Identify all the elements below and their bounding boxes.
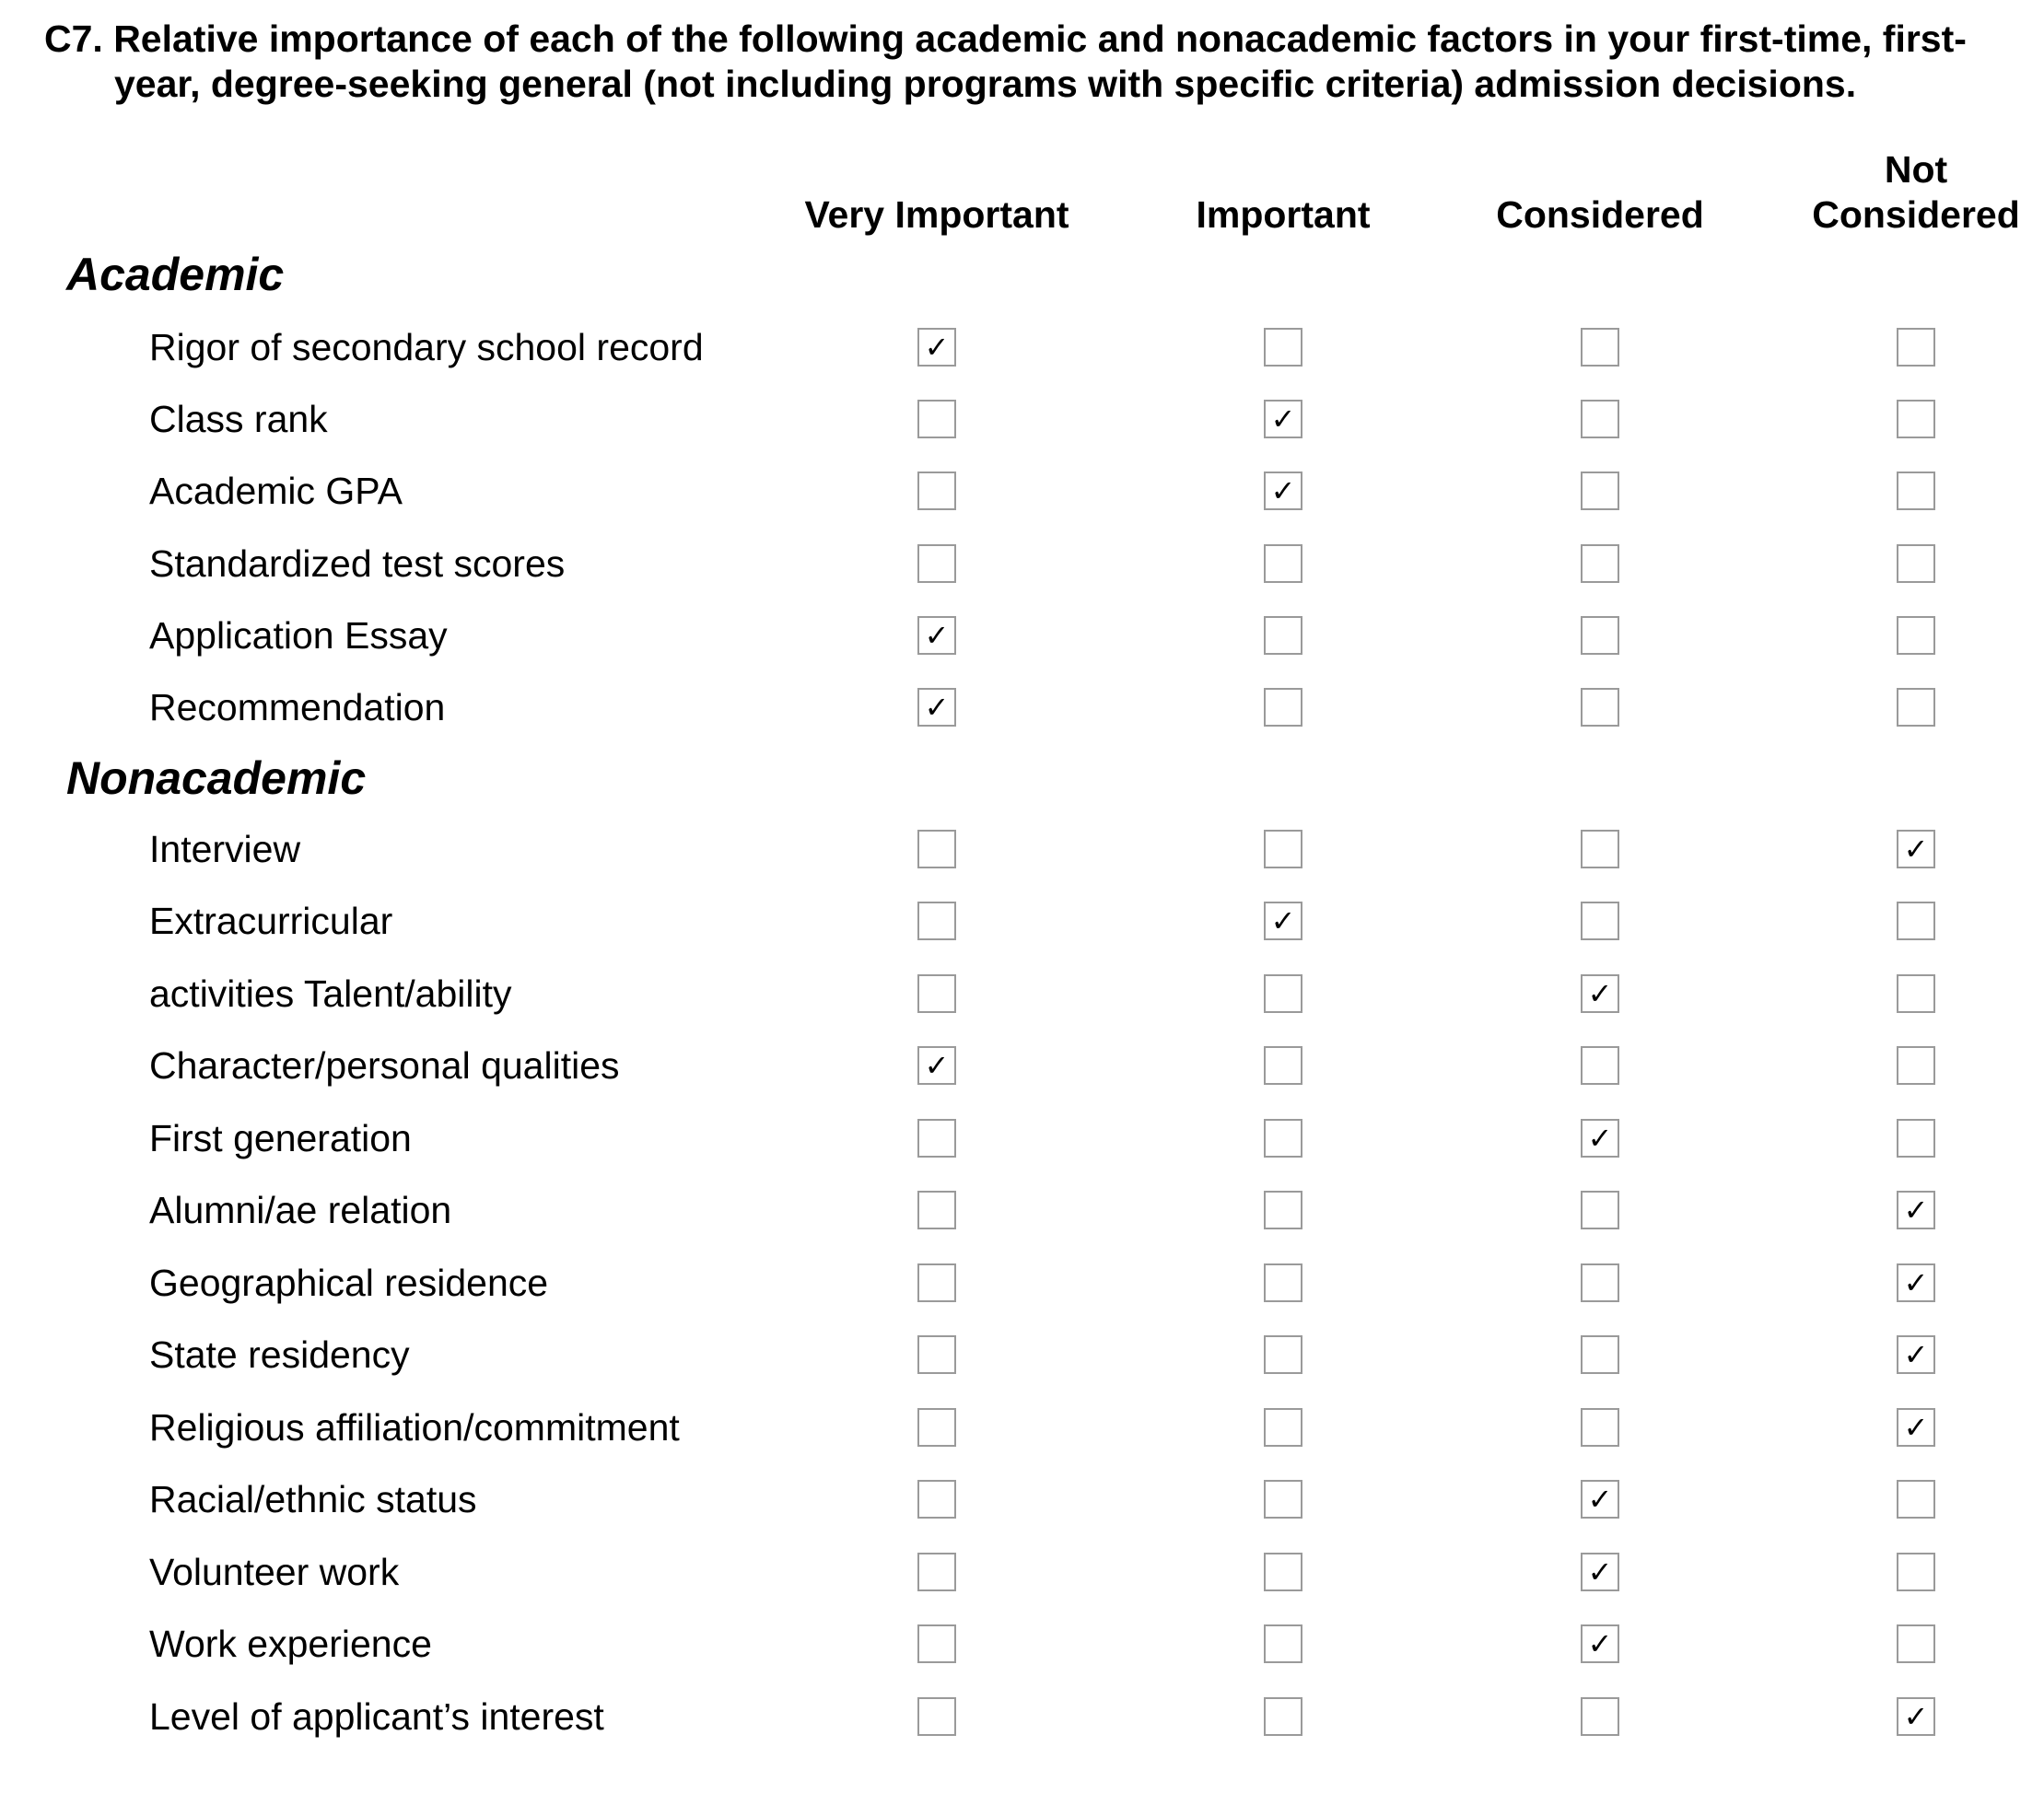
check-mark-icon: ✓ bbox=[924, 618, 950, 653]
checkbox[interactable] bbox=[917, 1191, 956, 1229]
question-title-line-2: year, degree-seeking general (not including programs with specific criteria) admission decisions. bbox=[114, 63, 1857, 105]
checkbox-checked[interactable] bbox=[917, 688, 956, 727]
checkbox-checked[interactable] bbox=[1581, 974, 1619, 1013]
check-mark-icon: ✓ bbox=[1903, 1699, 1929, 1734]
checkbox[interactable] bbox=[1581, 1046, 1619, 1085]
checkbox[interactable] bbox=[1897, 1119, 1935, 1158]
checkbox[interactable] bbox=[917, 830, 956, 868]
checkbox[interactable] bbox=[1264, 688, 1302, 727]
column-header-line-2: Considered bbox=[1496, 193, 1704, 236]
column-header-line-1 bbox=[780, 147, 1093, 192]
factor-label: First generation bbox=[149, 1117, 412, 1159]
checkbox[interactable] bbox=[917, 902, 956, 940]
factor-label: Standardized test scores bbox=[149, 542, 566, 585]
checkbox-checked[interactable] bbox=[1581, 1119, 1619, 1158]
checkbox[interactable] bbox=[1897, 688, 1935, 727]
column-header-line-1 bbox=[1127, 147, 1440, 192]
column-header-line-2: Considered bbox=[1812, 193, 2020, 236]
checkbox[interactable] bbox=[1581, 688, 1619, 727]
checkbox[interactable] bbox=[1897, 974, 1935, 1013]
checkbox[interactable] bbox=[1264, 1119, 1302, 1158]
factor-label: Rigor of secondary school record bbox=[149, 326, 704, 368]
factor-label: Racial/ethnic status bbox=[149, 1478, 477, 1520]
checkbox-checked[interactable] bbox=[917, 328, 956, 367]
checkbox[interactable] bbox=[1897, 1624, 1935, 1663]
checkbox[interactable] bbox=[1581, 616, 1619, 655]
factor-label: Religious affiliation/commitment bbox=[149, 1406, 680, 1449]
check-mark-icon: ✓ bbox=[1270, 402, 1296, 437]
check-mark-icon: ✓ bbox=[1903, 1265, 1929, 1300]
checkbox[interactable] bbox=[1264, 1480, 1302, 1519]
checkbox[interactable] bbox=[917, 544, 956, 583]
checkbox[interactable] bbox=[1897, 1046, 1935, 1085]
checkbox[interactable] bbox=[1897, 1480, 1935, 1519]
checkbox[interactable] bbox=[1264, 616, 1302, 655]
checkbox[interactable] bbox=[1264, 1263, 1302, 1302]
checkbox-checked[interactable] bbox=[1264, 472, 1302, 510]
check-mark-icon: ✓ bbox=[1270, 903, 1296, 938]
check-mark-icon: ✓ bbox=[1587, 1554, 1613, 1589]
check-mark-icon: ✓ bbox=[1903, 1337, 1929, 1372]
checkbox[interactable] bbox=[1581, 328, 1619, 367]
checkbox[interactable] bbox=[1897, 400, 1935, 438]
checkbox-checked[interactable] bbox=[1897, 1697, 1935, 1736]
checkbox[interactable] bbox=[917, 1119, 956, 1158]
checkbox[interactable] bbox=[1897, 616, 1935, 655]
checkbox[interactable] bbox=[1264, 544, 1302, 583]
factor-label: Recommendation bbox=[149, 686, 446, 728]
column-header-line-1 bbox=[1443, 147, 1757, 192]
checkbox[interactable] bbox=[1264, 1553, 1302, 1591]
checkbox[interactable] bbox=[917, 1553, 956, 1591]
column-header-1 bbox=[780, 147, 1093, 238]
column-header-4 bbox=[1759, 147, 2044, 238]
checkbox-checked[interactable] bbox=[1897, 1408, 1935, 1447]
column-header-3 bbox=[1443, 147, 1757, 238]
checkbox[interactable] bbox=[1897, 472, 1935, 510]
factor-label: Level of applicant’s interest bbox=[149, 1695, 604, 1738]
factor-label: Geographical residence bbox=[149, 1262, 549, 1304]
factor-label: Application Essay bbox=[149, 614, 448, 657]
checkbox[interactable] bbox=[1897, 1553, 1935, 1591]
section-heading-academic: Academic bbox=[66, 249, 285, 300]
checkbox[interactable] bbox=[1897, 544, 1935, 583]
checkbox[interactable] bbox=[1897, 902, 1935, 940]
checkbox[interactable] bbox=[1581, 1191, 1619, 1229]
factor-label: Alumni/ae relation bbox=[149, 1189, 452, 1231]
checkbox[interactable] bbox=[917, 974, 956, 1013]
checkbox[interactable] bbox=[1581, 1263, 1619, 1302]
checkbox[interactable] bbox=[1264, 974, 1302, 1013]
column-header-line-2: Very Important bbox=[804, 193, 1069, 236]
factor-label: Class rank bbox=[149, 398, 328, 440]
checkbox[interactable] bbox=[917, 1624, 956, 1663]
factor-label: activities Talent/ability bbox=[149, 972, 512, 1015]
checkbox-checked[interactable] bbox=[1264, 400, 1302, 438]
check-mark-icon: ✓ bbox=[1587, 1626, 1613, 1661]
check-mark-icon: ✓ bbox=[924, 690, 950, 725]
check-mark-icon: ✓ bbox=[1587, 1121, 1613, 1156]
checkbox[interactable] bbox=[1581, 400, 1619, 438]
checkbox-checked[interactable] bbox=[1581, 1553, 1619, 1591]
checkbox[interactable] bbox=[917, 1335, 956, 1374]
check-mark-icon: ✓ bbox=[1587, 976, 1613, 1011]
check-mark-icon: ✓ bbox=[1587, 1482, 1613, 1517]
checkbox-checked[interactable] bbox=[917, 1046, 956, 1085]
checkbox[interactable] bbox=[917, 1697, 956, 1736]
question-title-line-1: C7. Relative importance of each of the following academic and nonacademic factors in your first-time, first- bbox=[44, 17, 1967, 60]
checkbox-checked[interactable] bbox=[917, 616, 956, 655]
checkbox-checked[interactable] bbox=[1897, 830, 1935, 868]
checkbox[interactable] bbox=[1264, 1624, 1302, 1663]
checkbox[interactable] bbox=[1264, 1408, 1302, 1447]
factor-label: Volunteer work bbox=[149, 1551, 400, 1593]
check-mark-icon: ✓ bbox=[1903, 1193, 1929, 1228]
checkbox[interactable] bbox=[1581, 472, 1619, 510]
checkbox[interactable] bbox=[1264, 1697, 1302, 1736]
checkbox[interactable] bbox=[1581, 1335, 1619, 1374]
checkbox-checked[interactable] bbox=[1897, 1335, 1935, 1374]
checkbox[interactable] bbox=[1897, 328, 1935, 367]
checkbox-checked[interactable] bbox=[1897, 1191, 1935, 1229]
checkbox[interactable] bbox=[1581, 830, 1619, 868]
checkbox[interactable] bbox=[1264, 1335, 1302, 1374]
checkbox[interactable] bbox=[1264, 1046, 1302, 1085]
factor-label: Interview bbox=[149, 828, 301, 870]
check-mark-icon: ✓ bbox=[1903, 1410, 1929, 1445]
checkbox[interactable] bbox=[1581, 544, 1619, 583]
question-title bbox=[44, 17, 2006, 107]
column-header-2 bbox=[1127, 147, 1440, 238]
checkbox-checked[interactable] bbox=[1264, 902, 1302, 940]
factor-label: Character/personal qualities bbox=[149, 1044, 620, 1087]
checkbox[interactable] bbox=[1264, 1191, 1302, 1229]
checkbox[interactable] bbox=[917, 400, 956, 438]
checkbox[interactable] bbox=[917, 1480, 956, 1519]
factor-label: Extracurricular bbox=[149, 900, 393, 942]
checkbox[interactable] bbox=[1264, 830, 1302, 868]
check-mark-icon: ✓ bbox=[924, 330, 950, 365]
checkbox[interactable] bbox=[1581, 1408, 1619, 1447]
checkbox[interactable] bbox=[917, 1408, 956, 1447]
factor-label: Academic GPA bbox=[149, 470, 403, 512]
checkbox-checked[interactable] bbox=[1581, 1624, 1619, 1663]
section-heading-nonacademic: Nonacademic bbox=[66, 752, 367, 804]
check-mark-icon: ✓ bbox=[1903, 832, 1929, 867]
factor-label: Work experience bbox=[149, 1623, 432, 1665]
checkbox-checked[interactable] bbox=[1897, 1263, 1935, 1302]
checkbox[interactable] bbox=[1581, 902, 1619, 940]
column-header-line-2: Important bbox=[1196, 193, 1371, 236]
checkbox[interactable] bbox=[1264, 328, 1302, 367]
checkbox[interactable] bbox=[917, 472, 956, 510]
checkbox[interactable] bbox=[917, 1263, 956, 1302]
check-mark-icon: ✓ bbox=[1270, 473, 1296, 508]
factor-label: State residency bbox=[149, 1333, 410, 1376]
column-header-line-1: Not bbox=[1884, 148, 1948, 191]
checkbox[interactable] bbox=[1581, 1697, 1619, 1736]
check-mark-icon: ✓ bbox=[924, 1048, 950, 1083]
checkbox-checked[interactable] bbox=[1581, 1480, 1619, 1519]
